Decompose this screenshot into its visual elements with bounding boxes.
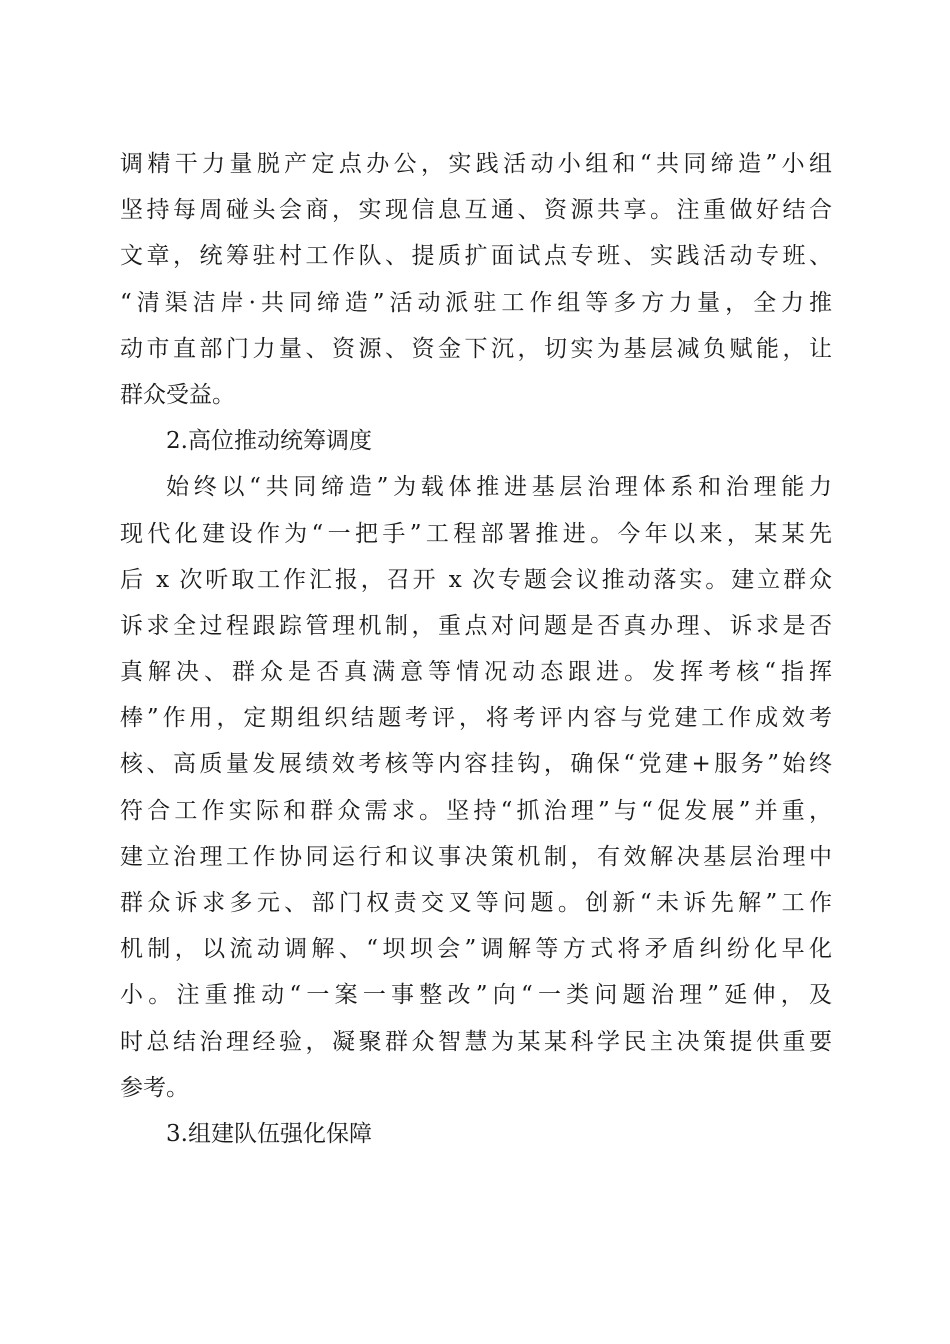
text-line: 建立治理工作协同运行和议事决策机制，有效解决基层治理中: [120, 843, 832, 870]
text-line: 棒”作用，定期组织结题考评，将考评内容与党建工作成效考: [120, 705, 832, 732]
text-line: 真解决、群众是否真满意等情况动态跟进。发挥考核“指挥: [120, 659, 832, 686]
text-line: 后 x 次听取工作汇报，召开 x 次专题会议推动落实。建立群众: [120, 566, 832, 593]
text-line: 群众受益。: [120, 381, 235, 408]
text-line: 时总结治理经验，凝聚群众智慧为某某科学民主决策提供重要: [120, 1028, 832, 1055]
text-line: 文章，统筹驻村工作队、提质扩面试点专班、实践活动专班、: [120, 243, 832, 270]
section-heading-2: 2.高位推动统筹调度: [166, 428, 372, 455]
text-line: 动市直部门力量、资源、资金下沉，切实为基层减负赋能，让: [120, 335, 832, 362]
text-line: 调精干力量脱产定点办公，实践活动小组和“共同缔造”小组: [120, 151, 832, 177]
text-line: “清渠洁岸·共同缔造”活动派驻工作组等多方力量，全力推: [120, 289, 832, 316]
text-line: 核、高质量发展绩效考核等内容挂钩，确保“党建+服务”始终: [120, 751, 832, 778]
section-heading-3: 3.组建队伍强化保障: [166, 1120, 372, 1147]
text-line: 参考。: [120, 1074, 189, 1101]
text-line: 坚持每周碰头会商，实现信息互通、资源共享。注重做好结合: [120, 197, 832, 224]
paragraph-1: [120, 141, 832, 418]
text-line: 小。注重推动“一案一事整改”向“一类问题治理”延伸，及: [120, 982, 832, 1009]
document-body: [120, 141, 832, 1157]
text-line: 现代化建设作为“一把手”工程部署推进。今年以来，某某先: [120, 520, 832, 547]
text-line: 始终以“共同缔造”为载体推进基层治理体系和治理能力: [166, 474, 832, 501]
text-line: 符合工作实际和群众需求。坚持“抓治理”与“促发展”并重，: [120, 797, 832, 824]
paragraph-2: [120, 464, 832, 1111]
text-line: 诉求全过程跟踪管理机制，重点对问题是否真办理、诉求是否: [120, 612, 832, 639]
text-line: 群众诉求多元、部门权责交叉等问题。创新“未诉先解”工作: [120, 890, 832, 916]
text-line: 机制，以流动调解、“坝坝会”调解等方式将矛盾纠纷化早化: [120, 936, 832, 963]
